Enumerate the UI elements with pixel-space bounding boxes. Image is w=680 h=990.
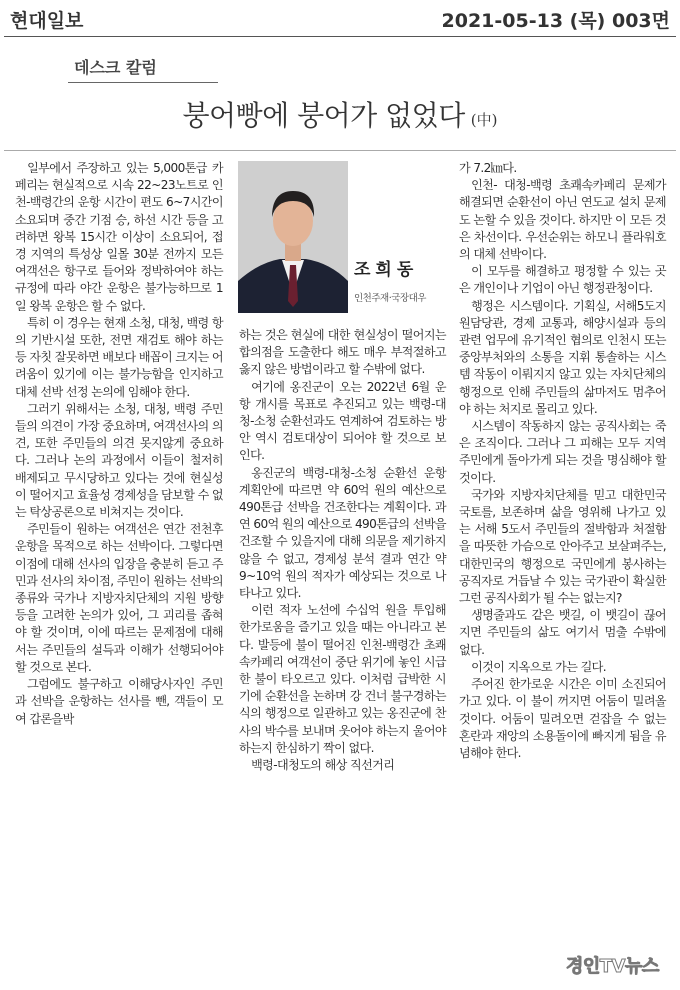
- paragraph: 옹진군의 백령-대청-소청 순환선 운항 계획안에 따르면 약 60억 원의 예산으로 490톤급 선박을 건조한다는 계획이다. 과연 60억 원의 예산으로 490톤급의 선박을 건조할 수 있을지에 대해 의문을 제기하지 않을 수 없고, 경제성 분석 결과 연간 약 9~10억 원의 적자가 예상되는 것으로 나타나고 있다.: [239, 465, 446, 601]
- paragraph: 인천- 대청-백령 초쾌속카페리 문제가 해결되면 순환선이 아닌 연도교 설치 문제도 논할 수 있을 것이다. 하지만 이 모든 것은 차선이다. 우선순위는 하모니 플라워호의 대체 선박이다.: [459, 178, 666, 262]
- paragraph: 국가와 지방자치단체를 믿고 대한민국 국토를, 보존하며 삶을 영위해 나가고 있는 서해 5도서 주민들의 절박함과 처절함을 따뜻한 가슴으로 안아주고 보살펴주는, 대한민국의 행정으로 국민에게 봉사하는 공직자로 거듭날 수 있는 국가관이 확실한 그런 공직사회가 될 수는 없는지?: [459, 487, 666, 606]
- paragraph: 일부에서 주장하고 있는 5,000톤급 카페리는 현실적으로 시속 22~23노트로 인천-백령간의 운항 시간이 편도 6~7시간이 소요되며 중간 기점 승, 하선 시간 등을 고려하면 왕복 15시간 이상이 소요되어, 접경 지역의 특성상 일몰 30분 전까지 모든 여객선은 항구로 들어와 정박하여야 하는 규정에 따라 야간 운항은 불가능하므로 1일 왕복 운항은 할 수 없다.: [15, 161, 223, 313]
- article-column-2: [239, 327, 446, 774]
- paragraph: 여기에 옹진군이 오는 2022년 6월 운항 개시를 목표로 추진되고 있는 백령-대청-소청 순환선과도 연계하여 검토하는 방안 역시 검토대상이 되어야 할 것으로 보인다.: [239, 379, 446, 463]
- body-divider: [4, 150, 676, 151]
- article-column-1: [15, 160, 223, 728]
- author-name: 조희동: [354, 260, 419, 280]
- headline-title: 붕어빵에 붕어가 없었다: [182, 99, 465, 132]
- issue-date-page: 2021-05-13 (목) 003면: [441, 10, 670, 32]
- author-role: 인천주재·국장대우: [354, 293, 426, 304]
- masthead-divider: [4, 36, 676, 37]
- paragraph: 생명줄과도 같은 뱃길, 이 뱃길이 끊어지면 주민들의 삶도 여기서 멈출 수밖에 없다.: [459, 608, 666, 657]
- paragraph: 시스템이 작동하지 않는 공직사회는 죽은 조직이다. 그러나 그 피해는 모두 지역주민에게 돌아가게 되는 것을 명심해야 할 것이다.: [459, 419, 666, 485]
- paragraph: 주민들이 원하는 여객선은 연간 전천후 운항을 목적으로 하는 선박이다. 그렇다면 이점에 대해 선사의 입장을 충분히 듣고 주민과 선사의 차이점, 주민이 원하는 선박의 종류와 국가나 지방자치단체의 지원 방향 등을 고려한 논의가 있어, 그 괴리를 좁혀야 할 것이며, 이에 따르는 문제점에 대해서는 주민들의 설득과 이해가 선행되어야 할 것으로 본다.: [15, 522, 223, 674]
- section-label: 데스크 칼럼: [74, 58, 157, 77]
- masthead: [0, 0, 680, 34]
- paragraph: 이것이 지옥으로 가는 길다.: [471, 659, 606, 674]
- paragraph: 주어진 한가로운 시간은 이미 소진되어 가고 있다. 이 불이 꺼지면 어둠이 밀려올 것이다. 어둠이 밀려오면 걷잡을 수 없는 혼란과 재앙의 소용돌이에 빠지게 됨을 유념해야 한다.: [459, 677, 666, 760]
- headline-part: (中): [470, 111, 498, 129]
- paragraph: 그러기 위해서는 소청, 대청, 백령 주민들의 의견이 가장 중요하며, 여객선사의 의견, 또한 주민들의 의견 못지않게 중요하다. 그러나 논의 과정에서 이들이 철저히 배제되고 무시당하고 있다는 것에 현실성이 떨어지고 효율성 경제성을 담보할 수 없는 탁상공론으로 비쳐지는 것이다.: [15, 401, 223, 520]
- paragraph: 가 7.2㎞다.: [459, 161, 517, 175]
- paragraph: 백령-대청도의 해상 직선거리: [251, 758, 395, 773]
- paragraph: 이런 적자 노선에 수십억 원을 투입해 한가로움을 즐기고 있을 때는 아니라고 본다. 발등에 불이 떨어진 인천-백령간 초쾌속카페리 여객선이 중단 위기에 놓인 시급한 불이 타오르고 있다. 이처럼 급박한 시기에 순환선을 논하며 강 건너 불구경하는 식의 행정으로 일관하고 있는 옹진군에 찬사의 박수를 보내며 웃어야 하는지 울어야 하는지 한심하기 짝이 없다.: [239, 603, 446, 755]
- watermark-logo: 경인TV뉴스: [566, 956, 659, 977]
- paragraph: 하는 것은 현실에 대한 현실성이 떨어지는 합의점을 도출한다 해도 매우 부적절하고 옳지 않은 방법이라고 할 수밖에 없다.: [239, 328, 446, 377]
- author-photo: [238, 161, 348, 313]
- author-portrait: [238, 161, 348, 313]
- paragraph: 행정은 시스템이다. 기획실, 서해5도지원담당관, 경제 교통과, 해양시설과 등의 관련 업무에 유기적인 협의로 인천시 또는 중앙부처와의 소통을 지휘 통솔하는 시스템 작동이 이뤄지지 않고 있는 자치단체의 행정으로 인해 주민들의 삶마저도 멈추어야 하는 처지로 몰리고 있다.: [459, 298, 666, 416]
- paragraph: 그럼에도 불구하고 이해당사자인 주민과 선박을 운항하는 선사를 뺀, 객들이 모여 갑론을박: [15, 677, 223, 726]
- paragraph: 이 모두를 해결하고 평정할 수 있는 곳은 개인이나 기업이 아닌 행정관청이다.: [459, 264, 666, 296]
- author-byline: [354, 255, 449, 304]
- article-column-3: [459, 160, 666, 762]
- section-underline: [68, 82, 218, 83]
- paragraph: 특히 이 경우는 현재 소청, 대청, 백령 항의 기반시설 또한, 전면 재검토 해야 하는 등 자칫 잘못하면 배보다 배꼽이 크지는 어려움이 있기에 이는 불가능함을 인지하고 대체 선박 선정 논의에 임해야 한다.: [15, 315, 223, 399]
- newspaper-name: 현대일보: [10, 10, 84, 32]
- headline: [0, 94, 680, 134]
